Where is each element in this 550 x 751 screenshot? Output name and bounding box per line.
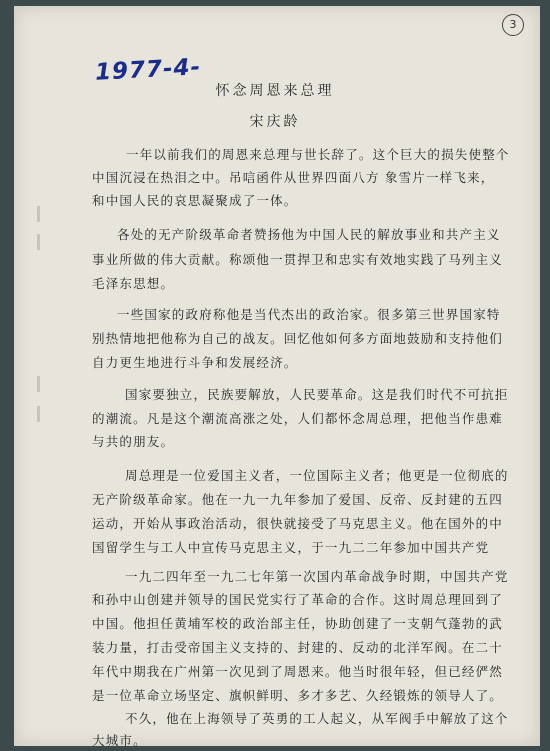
binding-hole-mark xyxy=(37,234,40,250)
text-line: 别热情地把他称为自己的战友。回忆他如何多方面地鼓励和支持他们 xyxy=(92,331,504,346)
text-line: 一些国家的政府称他是当代杰出的政治家。很多第三世界国家特 xyxy=(117,307,501,322)
document-author: 宋庆龄 xyxy=(249,114,301,130)
document-title: 怀念周恩来总理 xyxy=(215,83,335,99)
handwritten-date: 1977-4- xyxy=(94,54,202,86)
text-line: 中国。他担任黄埔军校的政治部主任，协助创建了一支朝气蓬勃的武 xyxy=(92,616,504,631)
text-line: 不久，他在上海领导了英勇的工人起义，从军阀手中解放了这个 xyxy=(125,711,509,726)
text-line: 各处的无产阶级革命者赞扬他为中国人民的解放事业和共产主义 xyxy=(117,227,501,242)
text-line: 运动，开始从事政治活动，很快就接受了马克思主义。他在国外的中 xyxy=(92,516,504,531)
text-line: 的潮流。凡是这个潮流高涨之处，人们都怀念周总理，把他当作患难 xyxy=(92,411,504,426)
text-line: 与共的朋友。 xyxy=(92,434,175,449)
text-line: 事业所做的伟大贡献。称颂他一贯捍卫和忠实有效地实践了马列主义 xyxy=(92,252,504,267)
text-line: 中国沉浸在热泪之中。吊唁函件从世界四面八方 象雪片一样飞来， xyxy=(92,170,495,185)
text-line: 无产阶级革命家。他在一九一九年参加了爱国、反帝、反封建的五四 xyxy=(92,492,504,507)
text-line: 毛泽东思想。 xyxy=(92,276,175,291)
page-number: 3 xyxy=(502,14,524,36)
text-line: 和中国人民的哀思凝聚成了一体。 xyxy=(92,193,298,208)
binding-hole-mark xyxy=(37,206,40,222)
text-line: 大城市。 xyxy=(92,733,147,748)
text-line: 一九二四年至一九二七年第一次国内革命战争时期，中国共产党 xyxy=(125,569,509,584)
text-line: 是一位革命立场坚定、旗帜鲜明、多才多艺、久经锻炼的领导人了。 xyxy=(92,688,504,703)
text-line: 一年以前我们的周恩来总理与世长辞了。这个巨大的损失使整个 xyxy=(126,147,510,162)
binding-hole-mark xyxy=(37,406,40,422)
text-line: 和孙中山创建并领导的国民党实行了革命的合作。这时周总理回到了 xyxy=(92,592,504,607)
text-line: 周总理是一位爱国主义者，一位国际主义者；他更是一位彻底的 xyxy=(125,468,509,483)
text-line: 国家要独立，民族要解放，人民要革命。这是我们时代不可抗拒 xyxy=(125,387,509,402)
binding-hole-mark xyxy=(37,376,40,392)
text-line: 国留学生与工人中宣传马克思主义，于一九二二年参加中国共产党 xyxy=(92,540,490,555)
text-line: 装力量，打击受帝国主义支持的、封建的、反动的北洋军阀。在二十 xyxy=(92,640,504,655)
text-line: 自力更生地进行斗争和发展经济。 xyxy=(92,355,298,370)
text-line: 年代中期我在广州第一次见到了周恩来。他当时很年轻，但已经俨然 xyxy=(92,664,504,679)
